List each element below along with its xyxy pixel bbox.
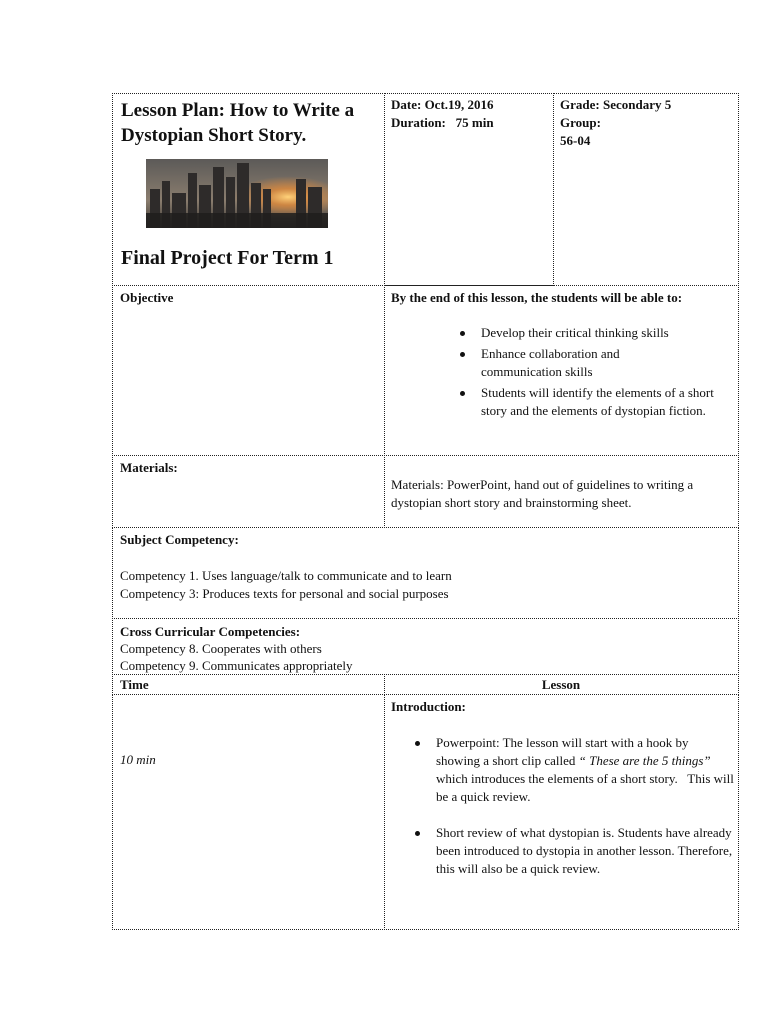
group-label: Group: bbox=[560, 115, 601, 130]
final-project-heading: Final Project For Term 1 bbox=[121, 247, 334, 269]
intro-label: Introduction: bbox=[391, 699, 466, 714]
time-value: 10 min bbox=[120, 752, 156, 767]
lesson-date: Date: Oct.19, 2016 bbox=[391, 97, 494, 112]
grade-label: Grade: Secondary 5 bbox=[560, 97, 672, 112]
materials-label: Materials: bbox=[120, 460, 178, 475]
objective-item: Enhance collaboration and communication skills bbox=[385, 345, 651, 381]
materials-text: Materials: PowerPoint, hand out of guidelines to writing a dystopian short story and brainstorming sheet. bbox=[391, 477, 694, 510]
lesson-duration: Duration: 75 min bbox=[391, 115, 494, 130]
cross-curricular-cell bbox=[112, 618, 739, 675]
objective-label: Objective bbox=[120, 290, 174, 305]
objective-heading: By the end of this lesson, the students will be able to: bbox=[391, 290, 683, 305]
lesson-plan-table bbox=[112, 93, 739, 930]
subject-competency-label: Subject Competency: bbox=[120, 532, 239, 547]
lesson-title: Lesson Plan: How to Write a Dystopian Short Story. bbox=[121, 100, 355, 146]
subject-competency-item: Competency 3: Produces texts for personal and social purposes bbox=[120, 586, 449, 601]
intro-list bbox=[385, 734, 738, 878]
city-skyline-graphic bbox=[146, 159, 328, 228]
cross-curricular-item: Competency 9. Communicates appropriately bbox=[120, 658, 353, 673]
objective-list bbox=[385, 324, 735, 420]
time-header-cell bbox=[112, 674, 385, 695]
dystopian-city-image bbox=[146, 159, 328, 228]
materials-label-cell bbox=[112, 455, 385, 528]
lesson-header: Lesson bbox=[541, 677, 581, 692]
title-cell bbox=[112, 93, 385, 286]
cross-curricular-label: Cross Curricular Competencies: bbox=[120, 624, 301, 639]
intro-item-review: Short review of what dystopian is. Students have already been introduced to dystopia in another lesson. Therefore, this will also be a quick review. bbox=[385, 824, 735, 878]
clip-title: “ These are the 5 things” bbox=[578, 753, 711, 768]
time-value-cell bbox=[112, 694, 385, 930]
intro-item-powerpoint bbox=[385, 734, 738, 806]
group-value: 56-04 bbox=[560, 133, 591, 148]
subject-competency-item: Competency 1. Uses language/talk to communicate and to learn bbox=[120, 568, 452, 583]
objective-item: Students will identify the elements of a short story and the elements of dystopian fiction. bbox=[385, 384, 735, 420]
materials-content-cell bbox=[384, 455, 739, 528]
subject-competency-cell bbox=[112, 527, 739, 619]
grade-cell bbox=[553, 93, 739, 286]
time-header: Time bbox=[120, 677, 149, 692]
cross-curricular-item: Competency 8. Cooperates with others bbox=[120, 641, 322, 656]
objective-label-cell bbox=[112, 285, 385, 456]
objective-content-cell bbox=[384, 285, 739, 456]
intro-content-cell bbox=[384, 694, 739, 930]
intro-item-text: which introduces the elements of a short story. This will be a quick review. bbox=[436, 753, 738, 804]
objective-item: Develop their critical thinking skills bbox=[385, 324, 735, 342]
intro-item-text: Powerpoint: The lesson will start with a hook by showing a short clip called bbox=[436, 735, 689, 768]
lesson-header-cell bbox=[384, 674, 739, 695]
date-cell bbox=[384, 93, 554, 286]
